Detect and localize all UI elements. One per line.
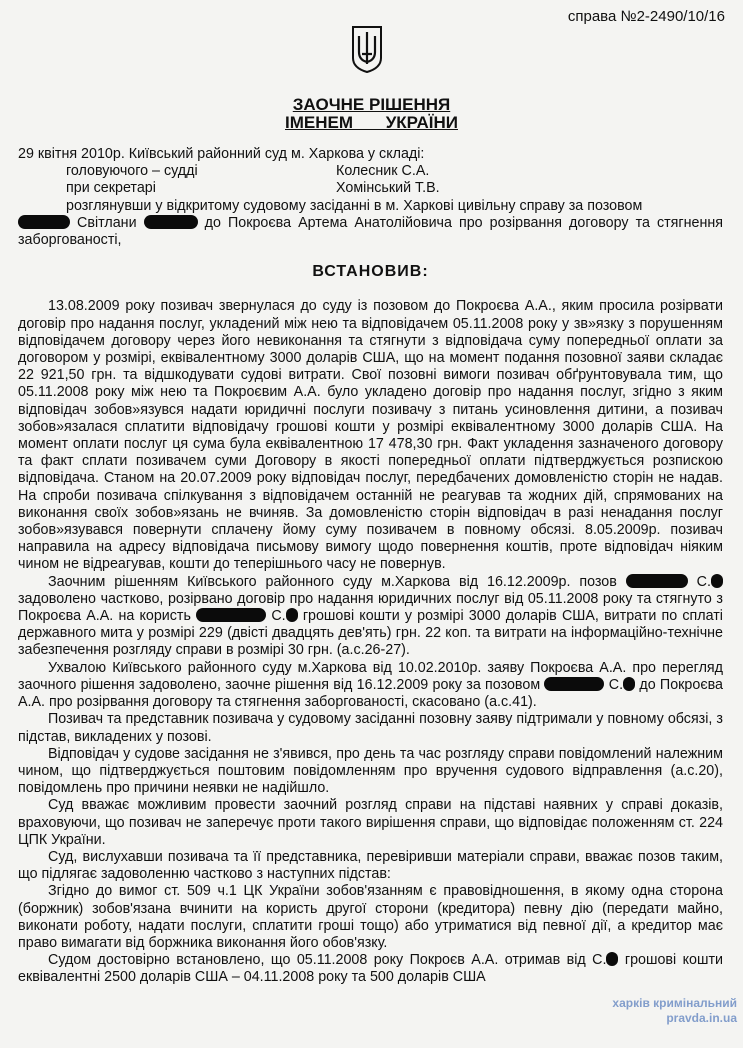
paragraph-2-text-c: задоволено частково, розірвано договір про надання юридичних послуг від 05.11.2008 року та стягнуто з Покроєва А.А. на користь — [18, 590, 723, 625]
secretary-label: при секретарі — [66, 180, 156, 197]
paragraph-3-text-a: Ухвалою Київського районного суду м.Харкова від 10.02.2010р. заяву Покроєва А.А. про перегляд заочного рішення задоволено, заочне рішення від 16.12.2009 року за позовом — [18, 659, 723, 693]
paragraph-2 — [18, 574, 723, 660]
intro-date-court: 29 квітня 2010р. Київський районний суд м. Харкова у складі: — [18, 146, 425, 162]
paragraph-3 — [18, 660, 723, 712]
plaintiff-first-name: Світлани — [77, 214, 137, 231]
redaction-mark — [286, 608, 298, 622]
redaction-mark — [626, 574, 688, 588]
document-body — [18, 146, 723, 987]
paragraph-9 — [18, 952, 723, 986]
redaction-mark — [711, 574, 723, 588]
paragraph-1: 13.08.2009 року позивач звернулася до суду із позовом до Покроєва А.А., яким просила розірвати договір про надання послуг, укладений між нею та відповідачем 05.11.2008 року у зв»язку з порушенням відповідачем договору через його невиконання та стягнути з відповідача суму попередньої оплати за договором у розмірі, еквівалентному 3000 доларів США, що на момент подання позовної заяви складає 22 921,50 грн. та відшкодувати судові витрати. Свої позовні вимоги позивач обґрунтовувала тим, що 05.11.2008 року між нею та Покроєвим А.А. було укладено договір про надання послуг, згідно з яким відповідач зобов»язувся надати юридичні послуги позивачу з питань усиновлення дитини, а позивач зобов»язалася сплатити відповідачу грошові кошти у розмірі еквівалентному 3000 доларів США. На момент оплати послуг ця сума була еквівалентною 17 478,30 грн. Факт укладення зазначеного договору та факт сплати позивачем суми Договору в якості попередньої оплати підтверджується розпискою відповідача. Станом на 20.07.2009 року відповідач послуг, передбачених домовленістю сторін не надав. На спроби позивача спілкування з відповідачем останній не реагував та жодних дій, спрямованих на виконання своїх зобов»язань не вчиняв. За домовленістю сторін відповідач в разі ненадання послуг зобов»язувався повернути сплачену йому суму позивачем в повному обсязі. 8.05.2009р. позивач направила на адресу відповідача письмову вимогу щодо повернення коштів, проте відповідач ніяким чином не відреагував, кошти до теперішнього часу не повернув. — [18, 298, 723, 573]
secretary-name: Хомінський Т.В. — [336, 180, 440, 197]
section-heading: ВСТАНОВИВ: — [312, 263, 429, 281]
considered-text-3: до Покроєва Артема Анатолійовича про розірвання договору та стягнення заборгованості, — [18, 214, 723, 249]
paragraph-9-text-b: С. — [592, 952, 607, 969]
paragraph-9-text-a: Судом достовірно встановлено, що 05.11.2008 року Покроєв А.А. отримав від — [48, 952, 586, 969]
paragraph-6: Суд вважає можливим провести заочний розгляд справи на підставі наявних у справі доказів, враховуючи, що позивач не заперечує проти такого вирішення справи, що відповідає положенням ст. 224 ЦПК України. — [18, 797, 723, 848]
trident-icon — [350, 24, 384, 74]
watermark-line-1: харків кримінальний — [612, 996, 737, 1010]
redaction-mark — [196, 608, 266, 622]
secretary-row — [18, 180, 723, 197]
intro-considered — [66, 198, 723, 215]
paragraph-3-text-c: до Покроєва А.А. про розірвання договору та стягнення заборгованості, скасовано (а.с.41). — [18, 676, 724, 711]
paragraph-3-text-b: С. — [608, 676, 624, 693]
redaction-mark — [144, 215, 198, 229]
redaction-mark — [606, 952, 618, 966]
considered-text-1: розглянувши у відкритому судовому засіданні в м. Харкові цивільну справу за позовом — [66, 197, 643, 214]
judge-label: головуючого – судді — [66, 163, 198, 180]
paragraph-2-text-b: С. — [696, 573, 711, 590]
redaction-mark — [18, 215, 70, 229]
site-watermark — [612, 996, 737, 1026]
paragraph-9-text-c: грошові кошти еквівалентні 2500 доларів США – 04.11.2008 року та 500 доларів США — [18, 952, 723, 986]
paragraph-2-text-a: Заочним рішенням Київського районного суду м.Харкова від 16.12.2009р. позов — [48, 573, 617, 590]
judge-name: Колесник С.А. — [336, 163, 430, 180]
intro-parties — [18, 215, 723, 249]
paragraph-7: Суд, вислухавши позивача та її представника, перевіривши матеріали справи, вважає позов таким, що підлягає задоволенню частково з наступних підстав: — [18, 848, 723, 883]
document-title: ЗАОЧНЕ РІШЕННЯ — [292, 95, 451, 114]
case-number: справа №2-2490/10/16 — [567, 8, 725, 25]
redaction-mark — [623, 677, 635, 691]
paragraph-2-text-d: С. — [271, 608, 286, 625]
paragraph-2-text-e: грошові кошти у розмірі 3000 доларів США, витрати по сплаті державного мита у розмірі 229 (двісті двадцять дев'ять) грн. 22 коп. та витрати на інформаційно-технічне забезпечення розгляду справи в розмірі 30 грн. (а.с.26-27). — [18, 608, 723, 659]
paragraph-5: Відповідач у судове засідання не з'явився, про день та час розгляду справи повідомлений належним чином, що підтверджується поштовим повідомленням про вручення судового відправлення (а.с.20), повідомлень про причини неявки не надійшло. — [18, 745, 723, 797]
paragraph-4: Позивач та представник позивача у судовому засіданні позовну заяву підтримали у повному обсязі, з підстав, викладених у позові. — [18, 711, 723, 745]
paragraph-8: Згідно до вимог ст. 509 ч.1 ЦК України зобов'язанням є правовідношення, в якому одна сторона (боржник) зобов'язана вчинити на користь другої сторони (кредитора) певну дію (передати майно, виконати роботу, надати послуги, сплатити гроші тощо) або утриматися від певної дії, а кредитор має право вимагати від боржника виконання його обов'язку. — [18, 883, 723, 951]
judge-row — [18, 163, 723, 180]
document-subtitle: ІМЕНЕМ УКРАЇНИ — [285, 113, 458, 132]
redaction-mark — [544, 677, 604, 691]
watermark-line-2: pravda.in.ua — [666, 1011, 737, 1025]
